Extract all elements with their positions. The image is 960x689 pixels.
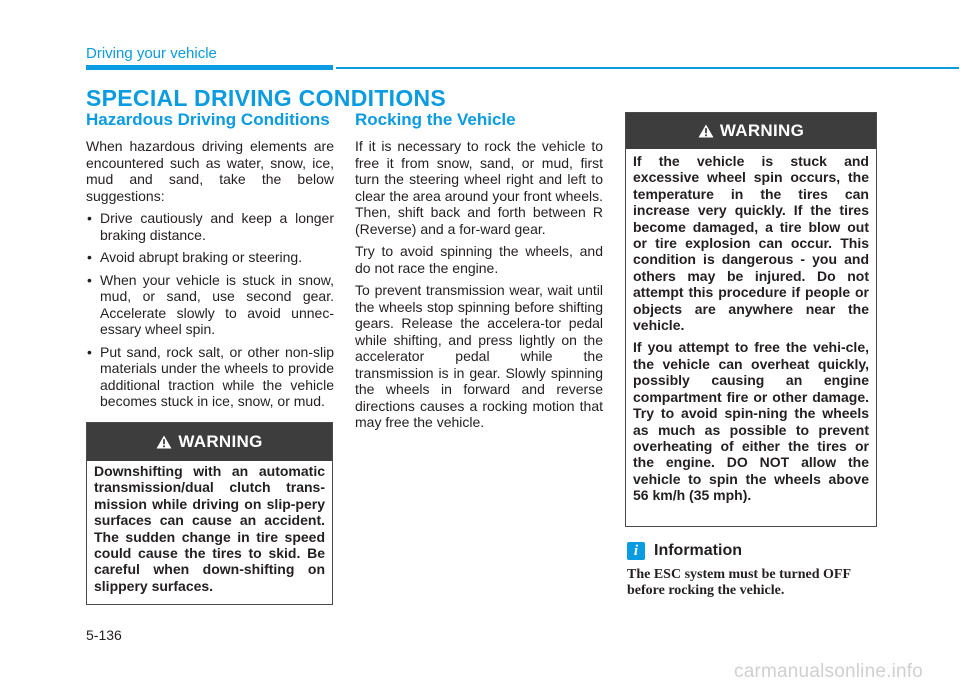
- rocking-section: [355, 110, 603, 437]
- section-title: Driving your vehicle: [86, 45, 217, 62]
- header-rule-thick: [86, 65, 333, 70]
- list-item: [86, 210, 334, 243]
- warning-text: If the vehicle is stuck and excessive wheel spin occurs, the temperature in the tires can increase very quickly. If the tires become damaged, a tire blow out or tire explosion can occur. This condition is dangerous - you and others may be injured. Do not attempt this procedure if people or objects are anywhere near the vehicle.: [633, 153, 869, 334]
- header-rule-thin: [336, 67, 959, 69]
- hazardous-intro: When hazardous driving elements are encountered such as water, snow, ice, mud and sand, take the below suggestions:: [86, 138, 334, 204]
- warning-label: WARNING: [719, 121, 805, 140]
- bullet-icon: •: [87, 249, 92, 265]
- warning-triangle-icon: [698, 124, 714, 138]
- warning-box-stuck-vehicle: [625, 112, 877, 527]
- list-item: [86, 272, 334, 338]
- warning-box-downshifting: [86, 422, 333, 605]
- warning-header: [87, 423, 332, 461]
- warning-label: WARNING: [178, 432, 263, 451]
- hazardous-list: [86, 210, 334, 410]
- watermark: carmanualsonline.info: [734, 661, 924, 682]
- info-icon: i: [627, 542, 645, 560]
- rocking-paragraph: Try to avoid spinning the wheels, and do not race the engine.: [355, 243, 603, 276]
- warning-text: Downshifting with an automatic transmission/dual clutch trans-mission while driving on slip-pery surfaces can cause an accident. The sudden change in tire speed could cause the tires to skid. Be careful when down-shifting on slippery surfaces.: [94, 463, 325, 594]
- warning-body: [626, 149, 876, 504]
- list-item-text: Drive cautiously and keep a longer braking distance.: [100, 210, 334, 243]
- information-text: The ESC system must be turned OFF before rocking the vehicle.: [627, 567, 851, 598]
- list-item-text: Put sand, rock salt, or other non-slip materials under the wheels to provide additional traction while the vehicle becomes stuck in ice, snow, or mud.: [100, 343, 334, 409]
- hazardous-heading: Hazardous Driving Conditions: [86, 110, 330, 129]
- list-item: [86, 249, 334, 266]
- information-title: Information: [654, 542, 742, 559]
- page-title: SPECIAL DRIVING CONDITIONS: [86, 85, 447, 111]
- list-item-text: Avoid abrupt braking or steering.: [100, 249, 303, 265]
- warning-header: [626, 113, 876, 149]
- bullet-icon: •: [87, 343, 92, 360]
- warning-body: [87, 461, 332, 594]
- rocking-paragraph: If it is necessary to rock the vehicle to free it from snow, sand, or mud, first turn the steering wheel right and left to clear the area around your front wheels. Then, shift back and forth between R (Reverse) and a for-ward gear.: [355, 138, 603, 237]
- rocking-heading: Rocking the Vehicle: [355, 110, 516, 129]
- bullet-icon: •: [87, 271, 92, 288]
- list-item-text: When your vehicle is stuck in snow, mud, or sand, use second gear. Accelerate slowly to avoid unnec-essary wheel spin.: [100, 271, 334, 337]
- hazardous-section: [86, 110, 334, 416]
- information-header: [627, 542, 742, 560]
- list-item: [86, 344, 334, 410]
- page-number: 5-136: [86, 627, 122, 643]
- bullet-icon: •: [87, 210, 92, 226]
- warning-text: If you attempt to free the vehi-cle, the vehicle can overheat quickly, possibly causing an engine compartment fire or other damage. Try to avoid spin-ning the wheels as much as possible to prevent overheating of either the tires or the engine. DO NOT allow the vehicle to spin the wheels above 56 km/h (35 mph).: [633, 339, 869, 504]
- rocking-paragraph: To prevent transmission wear, wait until the wheels stop spinning before shifting gears. Release the accelera-tor pedal while shifting, and press lightly on the accelerator pedal while the transmission is in gear. Slowly spinning the wheels in forward and reverse directions causes a rocking motion that may free the vehicle.: [355, 282, 603, 430]
- warning-triangle-icon: [156, 435, 172, 449]
